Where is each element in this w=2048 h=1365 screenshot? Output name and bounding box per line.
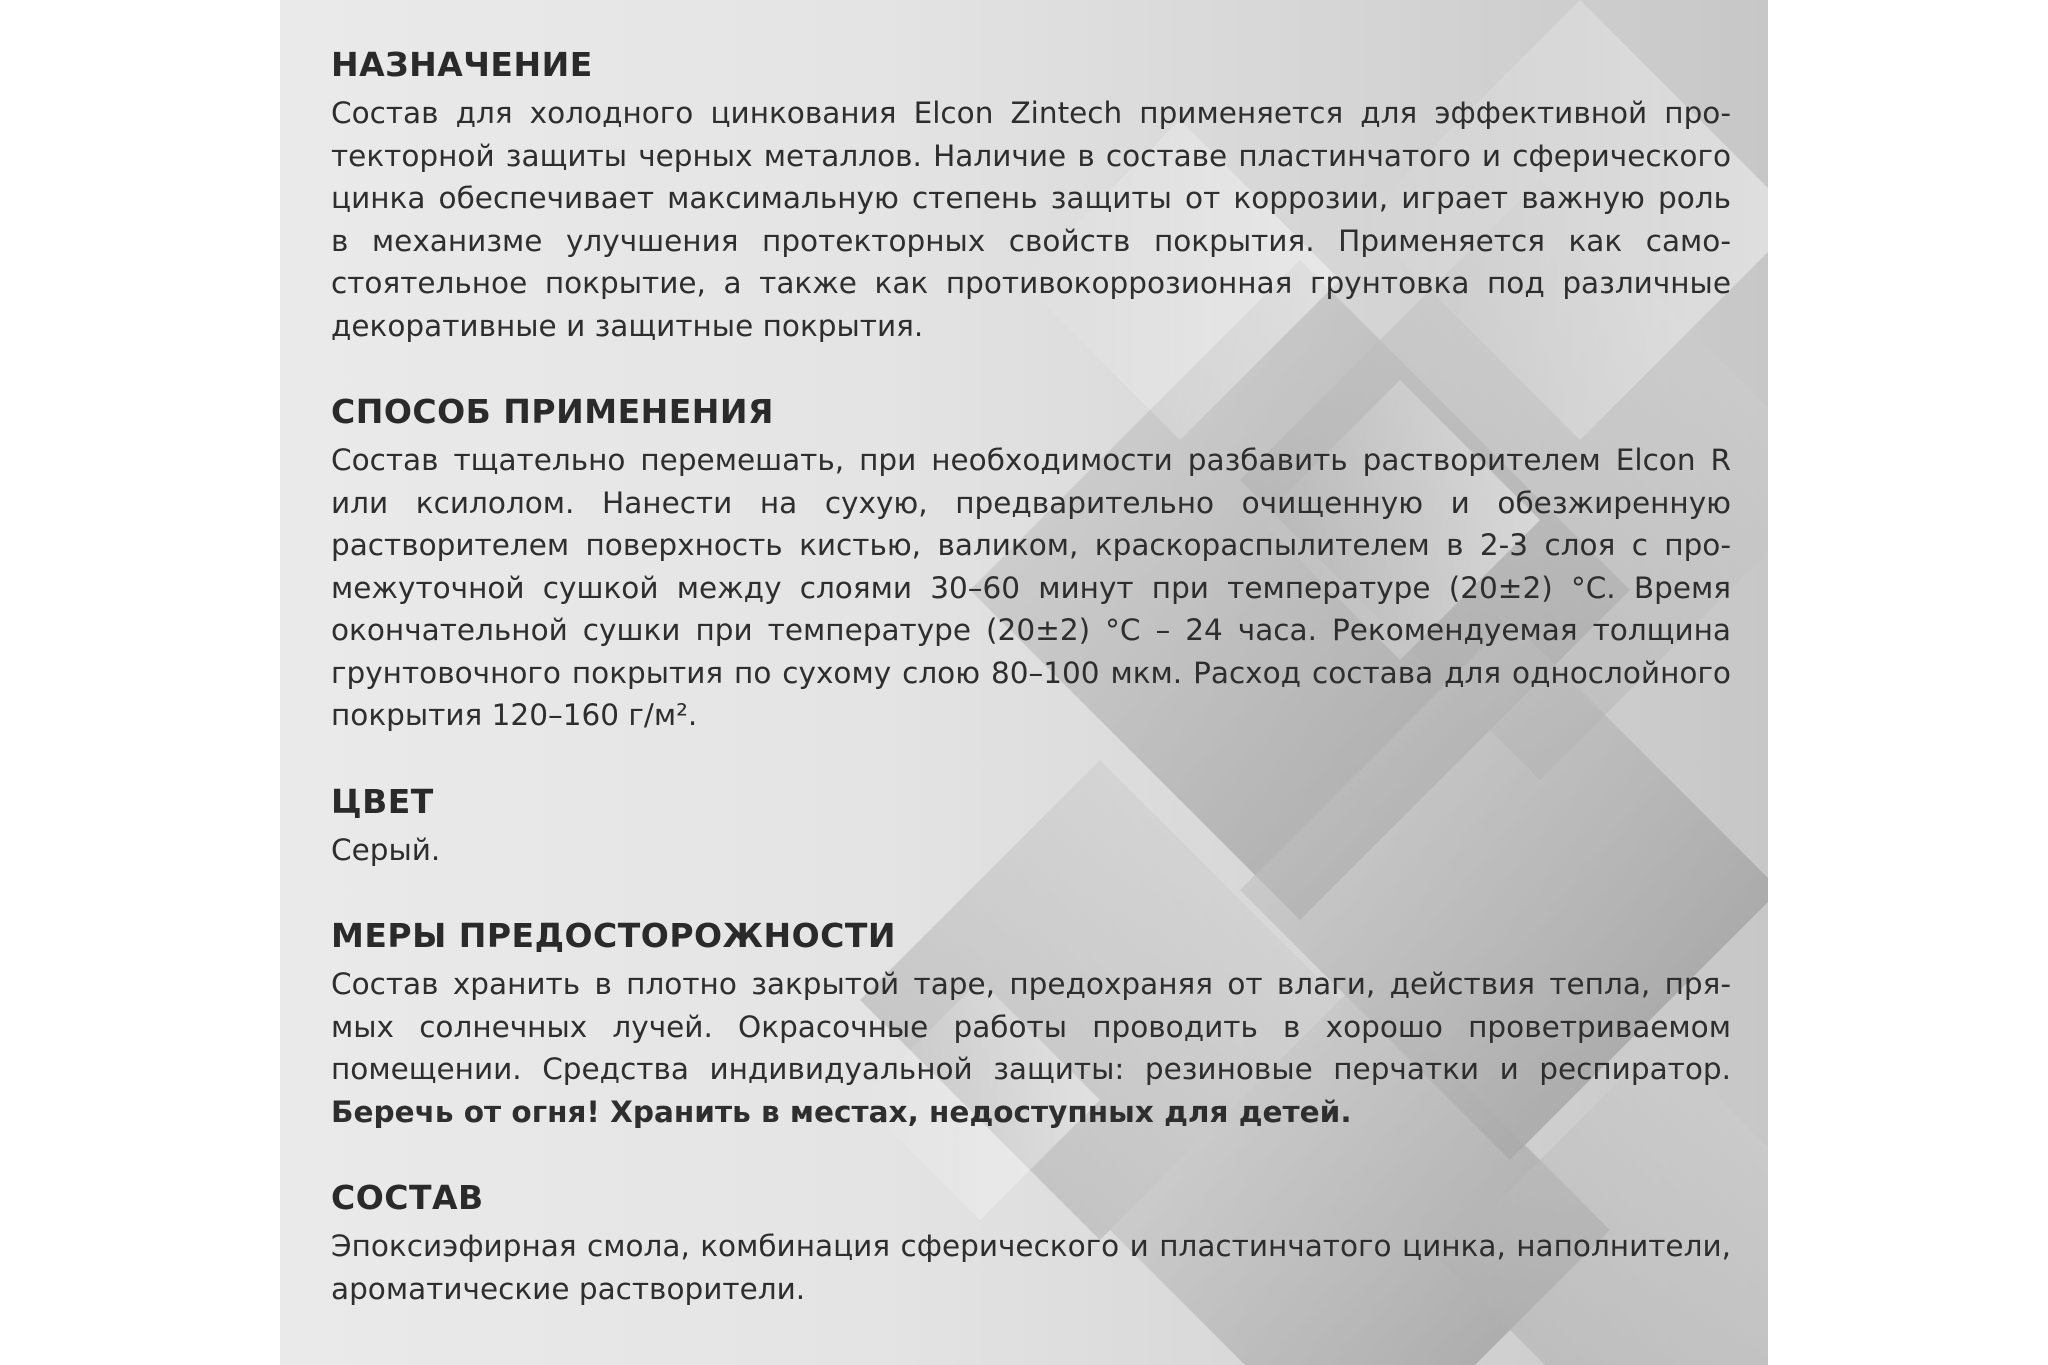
section-heading: СОСТАВ xyxy=(331,1178,484,1217)
warning-text: Беречь от огня! Хранить в местах, недоступных для детей. xyxy=(331,1094,1352,1129)
text-line: помещении. Средства индивидуальной защиты: резиновые перчатки и респиратор. xyxy=(331,1052,1731,1086)
text-line: в механизме улучшения протекторных свойств покрытия. Применяется как само- xyxy=(331,223,1731,258)
section-application-method xyxy=(331,387,1731,737)
document-content xyxy=(331,40,1731,1350)
section-body xyxy=(331,963,1731,1133)
text-line: Серый. xyxy=(331,832,441,867)
section-color xyxy=(331,777,1731,872)
text-line: или ксилолом. Нанести на сухую, предварительно очищенную и обезжиренную xyxy=(331,485,1731,520)
section-body xyxy=(331,439,1731,737)
text-line: растворителем поверхность кистью, валиком, краскораспылителем в 2-3 слоя с про- xyxy=(331,528,1731,562)
text-line: мых солнечных лучей. Окрасочные работы проводить в хорошо проветриваемом xyxy=(331,1009,1731,1044)
text-line: грунтовочного покрытия по сухому слою 80–100 мкм. Расход состава для однослойного xyxy=(331,655,1731,690)
text-line: Состав тщательно перемешать, при необходимости разбавить растворителем Elcon R xyxy=(331,443,1731,477)
section-heading: МЕРЫ ПРЕДОСТОРОЖНОСТИ xyxy=(331,916,896,955)
text-line: Эпоксиэфирная смола, комбинация сферического и пластинчатого цинка, наполнители, xyxy=(331,1229,1731,1263)
section-body xyxy=(331,92,1731,347)
text-line: окончательной сушки при температуре (20±2) °С – 24 часа. Рекомендуемая толщина xyxy=(331,613,1731,647)
section-heading: НАЗНАЧЕНИЕ xyxy=(331,45,593,84)
text-line: покрытия 120–160 г/м². xyxy=(331,698,698,732)
section-precautions xyxy=(331,911,1731,1133)
section-composition xyxy=(331,1173,1731,1310)
text-line: ароматические растворители. xyxy=(331,1271,806,1306)
text-line: текторной защиты черных металлов. Наличие в составе пластинчатого и сферического xyxy=(331,138,1731,173)
text-line: декоративные и защитные покрытия. xyxy=(331,308,924,343)
section-purpose xyxy=(331,40,1731,347)
text-line: Состав для холодного цинкования Elcon Zintech применяется для эффективной про- xyxy=(331,96,1731,130)
text-line: межуточной сушкой между слоями 30–60 минут при температуре (20±2) °С. Время xyxy=(331,570,1731,605)
document-panel xyxy=(280,0,1768,1365)
section-heading: СПОСОБ ПРИМЕНЕНИЯ xyxy=(331,392,774,431)
section-body xyxy=(331,1225,1731,1310)
section-heading: ЦВЕТ xyxy=(331,781,434,821)
text-line: Состав хранить в плотно закрытой таре, предохраняя от влаги, действия тепла, пря- xyxy=(331,967,1731,1001)
section-body xyxy=(331,829,1731,872)
text-line: стоятельное покрытие, а также как противокоррозионная грунтовка под различные xyxy=(331,266,1731,300)
text-line: цинка обеспечивает максимальную степень защиты от коррозии, играет важную роль xyxy=(331,181,1731,215)
